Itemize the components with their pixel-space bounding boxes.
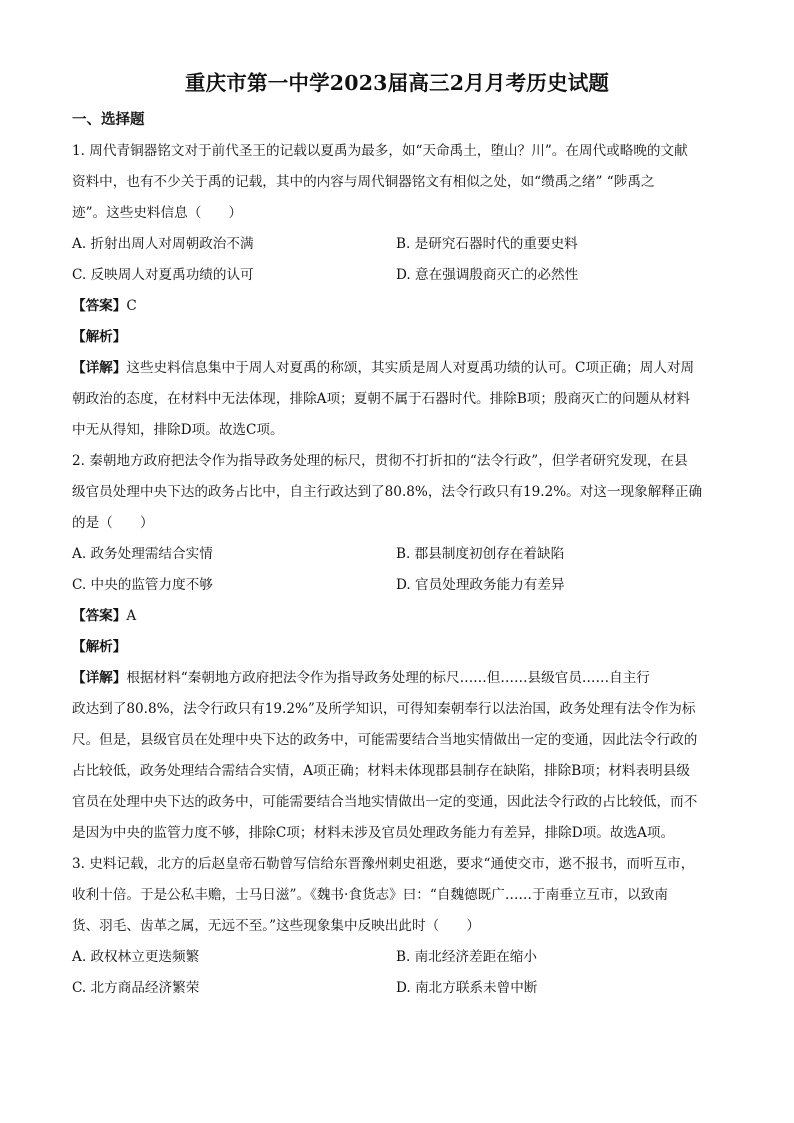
options-row bbox=[72, 260, 724, 291]
options-row bbox=[72, 570, 724, 601]
detail-line: 官员在处理中央下达的政务中，可能需要结合当地实情做出一定的变通，因此法令行政的占比较低，而不 bbox=[72, 794, 698, 810]
answer-label: 【答案】 bbox=[72, 298, 127, 314]
question-stem-line: 资料中，也有不少关于禹的记载，其中的内容与周代铜器铭文有相似之处，如“缵禹之绪” “陟禹之 bbox=[72, 174, 655, 190]
analysis-label: 【解析】 bbox=[72, 329, 127, 345]
option-b: B. 郡县制度初创存在着缺陷 bbox=[396, 546, 565, 562]
option-a: A. 政务处理需结合实情 bbox=[72, 546, 213, 562]
question-1 bbox=[72, 136, 724, 446]
option-c: C. 反映周人对夏禹功绩的认可 bbox=[72, 267, 254, 283]
question-2 bbox=[72, 446, 724, 849]
options-row bbox=[72, 973, 724, 1004]
detail-line: 尺。但是，县级官员在处理中央下达的政务中，可能需要结合当地实情做出一定的变通，因此法令行政的 bbox=[72, 732, 698, 748]
option-b: B. 南北经济差距在缩小 bbox=[396, 949, 537, 965]
question-stem-line: 迹”。这些史料信息（ ） bbox=[72, 205, 243, 221]
question-stem-line: 2. 秦朝地方政府把法令作为指导政务处理的标尺，贯彻不打折扣的“法令行政”，但学者研究发现，在县 bbox=[72, 453, 688, 469]
question-stem-line: 收利十倍。于是公私丰赡，士马日滋”。《魏书·食货志》曰：“自魏德既广……于南垂立互市，以致南 bbox=[72, 887, 668, 903]
detail-line: 朝政治的态度，在材料中无法体现，排除A项；夏朝不属于石器时代。排除B项；殷商灭亡的问题从材料 bbox=[72, 391, 690, 407]
detail-line bbox=[72, 353, 724, 384]
detail-text: 这些史料信息集中于周人对夏禹的称颂，其实质是周人对夏禹功绩的认可。C项正确；周人对周 bbox=[126, 360, 695, 376]
answer-value: A bbox=[126, 608, 137, 624]
detail-line: 政达到了80.8%，法令行政只有19.2%”及所学知识，可得知秦朝奉行以法治国，政务处理有法令作为标 bbox=[72, 701, 696, 717]
analysis-line bbox=[72, 632, 724, 663]
detail-line: 中无从得知，排除D项。故选C项。 bbox=[72, 422, 284, 438]
question-stem-line: 1. 周代青铜器铭文对于前代圣王的记载以夏禹为最多，如“天命禹土，堕山？川”。在周代或略晚的文献 bbox=[72, 143, 688, 159]
option-a: A. 政权林立更迭频繁 bbox=[72, 949, 200, 965]
question-stem-line: 级官员处理中央下达的政务占比中，自主行政达到了80.8%，法令行政只有19.2%。对这一现象解释正确 bbox=[72, 484, 703, 500]
detail-label: 【详解】 bbox=[72, 670, 127, 686]
detail-line: 是因为中央的监管力度不够，排除C项；材料未涉及官员处理政务能力有差异，排除D项。故选A项。 bbox=[72, 825, 675, 841]
option-c: C. 中央的监管力度不够 bbox=[72, 577, 213, 593]
detail-line: 占比较低，政务处理结合需结合实情，A项正确；材料未体现郡县制存在缺陷，排除B项；材料表明县级 bbox=[72, 763, 690, 779]
options-row bbox=[72, 229, 724, 260]
answer-label: 【答案】 bbox=[72, 608, 127, 624]
option-c: C. 北方商品经济繁荣 bbox=[72, 980, 200, 996]
question-stem-line: 的是（ ） bbox=[72, 515, 154, 531]
question-stem-line: 3. 史料记载，北方的后赵皇帝石勒曾写信给东晋豫州刺史祖逖，要求“通使交市，逖不报书，而听互市， bbox=[72, 856, 695, 872]
answer-line bbox=[72, 601, 724, 632]
detail-text: 根据材料“秦朝地方政府把法令作为指导政务处理的标尺……但……县级官员……自主行 bbox=[126, 670, 650, 686]
page-title: 重庆市第一中学2023届高三2月月考历史试题 bbox=[184, 71, 610, 95]
question-stem-line: 货、羽毛、齿革之属，无远不至。”这些现象集中反映出此时（ ） bbox=[72, 918, 480, 934]
option-d: D. 官员处理政务能力有差异 bbox=[396, 577, 565, 593]
option-b: B. 是研究石器时代的重要史料 bbox=[396, 236, 578, 252]
answer-line bbox=[72, 291, 724, 322]
detail-label: 【详解】 bbox=[72, 360, 127, 376]
analysis-label: 【解析】 bbox=[72, 639, 127, 655]
option-a: A. 折射出周人对周朝政治不满 bbox=[72, 236, 254, 252]
document-body bbox=[72, 136, 724, 1004]
analysis-line bbox=[72, 322, 724, 353]
answer-value: C bbox=[126, 298, 137, 314]
question-3 bbox=[72, 849, 724, 1004]
detail-line bbox=[72, 663, 724, 694]
options-row bbox=[72, 539, 724, 570]
option-d: D. 南北方联系未曾中断 bbox=[396, 980, 538, 996]
option-d: D. 意在强调殷商灭亡的必然性 bbox=[396, 267, 579, 283]
options-row bbox=[72, 942, 724, 973]
section-heading: 一、选择题 bbox=[72, 111, 145, 128]
